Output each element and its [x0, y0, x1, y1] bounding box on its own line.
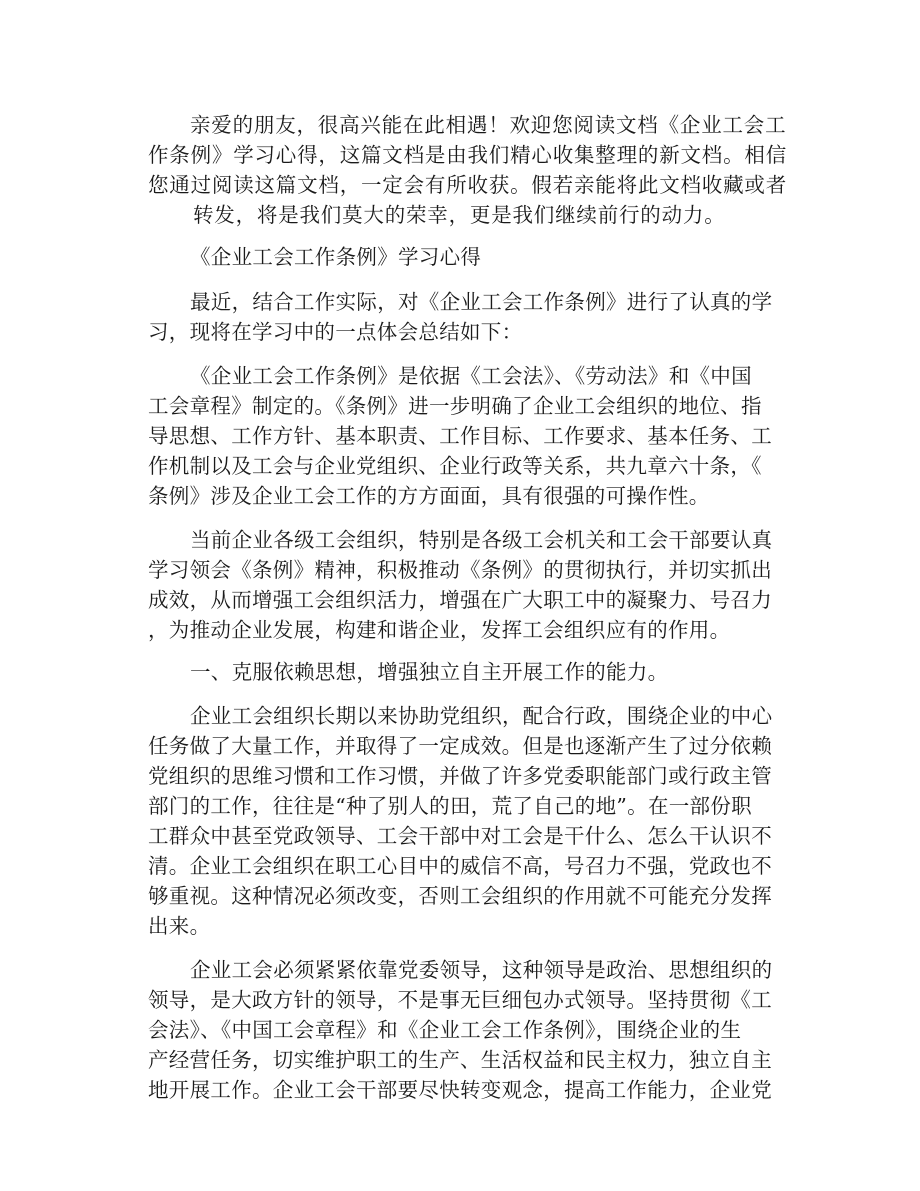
document-title: 《企业工会工作条例》学习心得	[190, 245, 482, 269]
paragraph-line: 《企业工会工作条例》是依据《工会法》、《劳动法》和《中国	[190, 364, 752, 388]
intro-line: 作条例》学习心得，这篇文档是由我们精心收集整理的新文档。相信	[148, 143, 787, 167]
paragraph-line: 清。企业工会组织在职工心目中的威信不高，号召力不强，党政也不	[148, 854, 772, 878]
paragraph-line: 条例》涉及企业工会工作的方方面面，具有很强的可操作性。	[148, 484, 710, 508]
paragraph-line: 任务做了大量工作，并取得了一定成效。但是也逐渐产生了过分依赖	[148, 734, 772, 758]
paragraph-line: 地开展工作。企业工会干部要尽快转变观念，提高工作能力，企业党	[148, 1078, 772, 1102]
paragraph-line: 习，现将在学习中的一点体会总结如下：	[148, 320, 523, 344]
paragraph-line: 出来。	[148, 914, 211, 938]
paragraph-line: 党组织的思维习惯和工作习惯，并做了许多党委职能部门或行政主管	[148, 764, 772, 788]
paragraph-line: 工群众中甚至党政领导、工会干部中对工会是干什么、怎么干认识不	[148, 824, 772, 848]
paragraph-line: 当前企业各级工会组织，特别是各级工会机关和工会干部要认真	[190, 528, 773, 552]
intro-line: 亲爱的朋友，很高兴能在此相遇！欢迎您阅读文档《企业工会工	[190, 113, 787, 137]
paragraph-line: 成效，从而增强工会组织活力，增强在广大职工中的凝聚力、号召力	[148, 588, 772, 612]
paragraph-line: 领导，是大政方针的领导，不是事无巨细包办式领导。坚持贯彻《工	[148, 988, 772, 1012]
intro-line: 您通过阅读这篇文档，一定会有所收获。假若亲能将此文档收藏或者	[148, 173, 787, 197]
paragraph-line: 部门的工作，往往是“种了别人的田，荒了自己的地”。在一部份职	[148, 794, 752, 818]
section-heading: 一、克服依赖思想，增强独立自主开展工作的能力。	[190, 660, 669, 684]
paragraph-line: 会法》、《中国工会章程》和《企业工会工作条例》，围绕企业的生	[148, 1018, 742, 1042]
paragraph-line: 产经营任务，切实维护职工的生产、生活权益和民主权力，独立自主	[148, 1048, 772, 1072]
paragraph-line: 学习领会《条例》精神，积极推动《条例》的贯彻执行，并切实抓出	[148, 558, 772, 582]
paragraph-line: 工会章程》制定的。《条例》进一步明确了企业工会组织的地位、指	[148, 394, 762, 418]
paragraph-line: 企业工会组织长期以来协助党组织，配合行政，围绕企业的中心	[190, 704, 773, 728]
paragraph-line: 导思想、工作方针、基本职责、工作目标、工作要求、基本任务、工	[148, 424, 772, 448]
intro-line: 转发，将是我们莫大的荣幸，更是我们继续前行的动力。	[193, 203, 726, 227]
paragraph-line: ，为推动企业发展，构建和谐企业，发挥工会组织应有的作用。	[148, 618, 731, 642]
paragraph-line: 够重视。这种情况必须改变，否则工会组织的作用就不可能充分发挥	[148, 884, 772, 908]
paragraph-line: 企业工会必须紧紧依靠党委领导，这种领导是政治、思想组织的	[190, 958, 773, 982]
paragraph-line: 作机制以及工会与企业党组织、企业行政等关系，共九章六十条，《	[148, 454, 762, 478]
paragraph-line: 最近，结合工作实际，对《企业工会工作条例》进行了认真的学	[190, 290, 773, 314]
